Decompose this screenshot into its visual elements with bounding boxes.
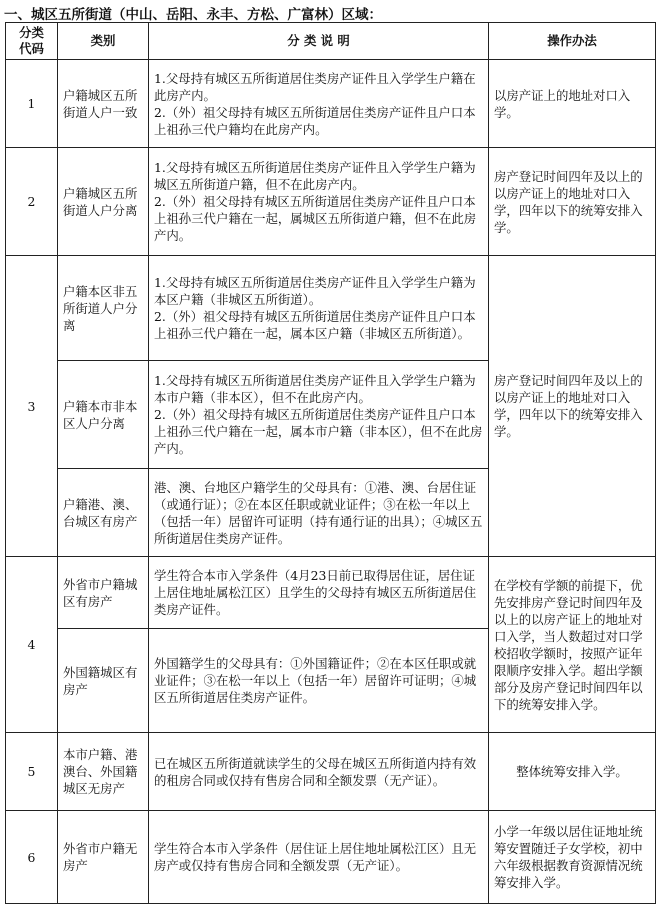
- row-operation: 小学一年级以居住证地址统筹安置随迁子女学校，初中六年级根据教育资源情况统筹安排入学。: [489, 811, 656, 904]
- row-operation: 整体统筹安排入学。: [489, 733, 656, 811]
- description-line: 港、澳、台地区户籍学生的父母具有：①港、澳、台居住证（或通行证）；②在本区任职或就业证件；③在松一年以上（包括一年）居留许可证明（持有通行证的出具）；④城区五所街道居住类房产证件。: [154, 479, 483, 546]
- description-line: 2.（外）祖父母持有城区五所街道居住类房产证件且户口本上祖孙三代户籍在一起，属本区户籍（非城区五所街道）。: [154, 309, 476, 341]
- row-operation: 以房产证上的地址对口入学。: [489, 60, 656, 148]
- description-line: 学生符合本市入学条件（4月23日前已取得居住证，居住证上居住地址属松江区）且学生的父母持有城区五所街道居住类房产证件。: [154, 568, 477, 617]
- row-description: [149, 60, 489, 148]
- description-line: 2.（外）祖父母持有城区五所街道居住类房产证件且户口本上祖孙三代户籍在一起，属城区五所街道户籍，但不在此房产内。: [154, 194, 477, 243]
- table-row: [6, 557, 656, 629]
- row-code: 2: [6, 148, 58, 256]
- row-category: 本市户籍、港澳台、外国籍城区无房产: [58, 733, 149, 811]
- table-header-row: [6, 23, 656, 60]
- row-category: 外省市户籍城区有房产: [58, 557, 149, 629]
- description-line: 1.父母持有城区五所街道居住类房产证件且入学学生户籍在此房产内。: [154, 70, 476, 103]
- row-description: [149, 629, 489, 733]
- description-line: 1.父母持有城区五所街道居住类房产证件且入学学生户籍为本区户籍（非城区五所街道）。: [154, 275, 476, 307]
- row-description: [149, 469, 489, 557]
- description-line: 2.（外）祖父母持有城区五所街道居住类房产证件且户口本上祖孙三代户籍在一起，属本市户籍（非本区），但不在此房产内。: [154, 407, 483, 456]
- table-row: [6, 733, 656, 811]
- row-description: [149, 256, 489, 361]
- row-code: 5: [6, 733, 58, 811]
- description-line: 2.（外）祖父母持有城区五所街道居住类房产证件且户口本上祖孙三代户籍均在此房产内。: [154, 104, 476, 137]
- row-code: 6: [6, 811, 58, 904]
- description-line: 1.父母持有城区五所街道居住类房产证件且入学学生户籍为本市户籍（非本区），但不在此房产内。: [154, 373, 476, 405]
- row-operation: 在学校有学额的前提下，优先安排房产登记时间四年及以上的以房产证上的地址对口入学，当人数超过对口学校招收学额时，按照产证年限顺序安排入学。超出学额部分及房产登记时间四年以下的统筹安排入学。: [489, 557, 656, 733]
- description-line: 学生符合本市入学条件（居住证上居住地址属松江区）且无房产或仅持有售房合同和全额发票（无产证）。: [154, 841, 477, 873]
- row-category: 户籍本区非五所街道人户分离: [58, 256, 149, 361]
- row-code: 3: [6, 256, 58, 557]
- row-category: 户籍城区五所街道人户一致: [58, 60, 149, 148]
- row-code: 4: [6, 557, 58, 733]
- row-code: 1: [6, 60, 58, 148]
- header-description: 分 类 说 明: [149, 23, 489, 60]
- row-operation: 房产登记时间四年及以上的以房产证上的地址对口入学，四年以下的统筹安排入学。: [489, 148, 656, 256]
- row-category: 户籍城区五所街道人户分离: [58, 148, 149, 256]
- classification-table: [5, 22, 656, 904]
- table-row: [6, 148, 656, 256]
- row-category: 户籍本市非本区人户分离: [58, 361, 149, 469]
- row-description: [149, 811, 489, 904]
- header-category: 类别: [58, 23, 149, 60]
- row-description: [149, 361, 489, 469]
- section-heading: 一、城区五所街道（中山、岳阳、永丰、方松、广富林）区域：: [4, 7, 382, 23]
- table-row: [6, 256, 656, 361]
- row-category: 外省市户籍无房产: [58, 811, 149, 904]
- row-description: [149, 733, 489, 811]
- row-category: 外国籍城区有房产: [58, 629, 149, 733]
- row-description: [149, 557, 489, 629]
- row-category: 户籍港、澳、台城区有房产: [58, 469, 149, 557]
- header-operation: 操作办法: [489, 23, 656, 60]
- description-line: 1.父母持有城区五所街道居住类房产证件且入学学生户籍为城区五所街道户籍，但不在此房产内。: [154, 160, 476, 192]
- table-row: [6, 60, 656, 148]
- table-row: [6, 811, 656, 904]
- row-description: [149, 148, 489, 256]
- description-line: 外国籍学生的父母具有：①外国籍证件；②在本区任职或就业证件；③在松一年以上（包括一年）居留许可证明；④城区五所街道居住类房产证件。: [154, 656, 477, 705]
- row-operation: 房产登记时间四年及以上的以房产证上的地址对口入学，四年以下的统筹安排入学。: [489, 256, 656, 557]
- description-line: 已在城区五所街道就读学生的父母在城区五所街道内持有效的租房合同或仅持有售房合同和全额发票（无产证）。: [154, 755, 477, 788]
- header-code: 分类代码: [6, 23, 58, 60]
